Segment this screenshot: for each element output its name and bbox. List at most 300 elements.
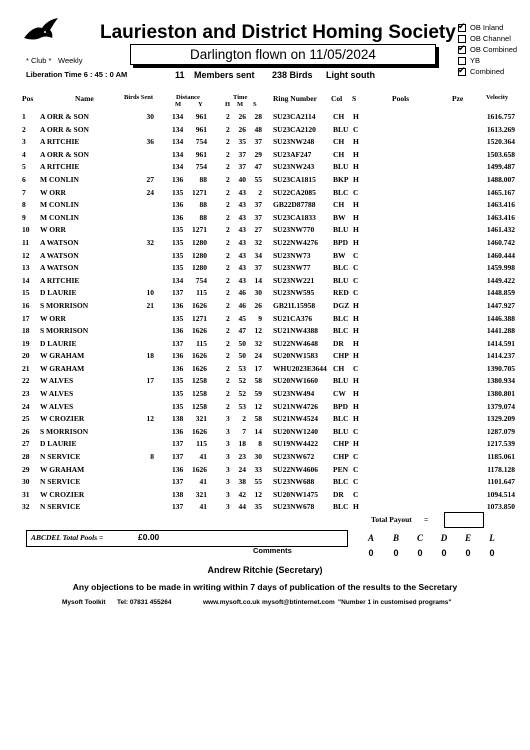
row-sex: C xyxy=(353,477,359,487)
row-time-h: 3 xyxy=(226,426,230,436)
row-sex: H xyxy=(353,300,359,310)
col-velocity: Velocity xyxy=(486,94,509,101)
pool-value: 0 xyxy=(393,548,399,558)
row-colour: CH xyxy=(333,200,345,210)
pool-letter: B xyxy=(392,533,399,543)
checkbox-icon[interactable] xyxy=(458,24,466,32)
row-pos: 20 xyxy=(22,351,30,361)
total-payout-equals: = xyxy=(424,515,429,524)
row-time-m: 37 xyxy=(238,149,246,159)
row-time-h: 2 xyxy=(226,326,230,336)
row-sex: C xyxy=(353,263,359,273)
total-payout-field xyxy=(444,512,484,528)
pool-letter: E xyxy=(464,533,471,543)
row-ring-number: SU23NW77 xyxy=(273,263,311,273)
club-label: * Club * xyxy=(26,56,52,65)
table-row xyxy=(0,314,530,327)
row-time-h: 2 xyxy=(226,137,230,147)
row-velocity: 1499.487 xyxy=(486,162,515,172)
row-time-m: 52 xyxy=(238,376,246,386)
table-row xyxy=(0,414,530,427)
row-time-s: 33 xyxy=(254,464,262,474)
footer-email[interactable]: mysoft@btinternet.com xyxy=(262,599,335,606)
row-distance-y: 41 xyxy=(199,477,207,487)
row-velocity: 1520.364 xyxy=(486,137,515,147)
row-time-m: 43 xyxy=(238,250,246,260)
row-velocity: 1461.432 xyxy=(486,225,515,235)
row-distance-y: 1258 xyxy=(192,401,207,411)
row-sex: H xyxy=(353,174,359,184)
col-time: Time xyxy=(233,94,248,101)
row-time-s: 29 xyxy=(254,149,262,159)
row-time-s: 58 xyxy=(254,376,262,386)
row-ring-number: SU23NW678 xyxy=(273,502,315,512)
row-time-s: 14 xyxy=(254,426,262,436)
row-time-h: 3 xyxy=(226,489,230,499)
row-sex: H xyxy=(353,414,359,424)
table-row xyxy=(0,188,530,201)
row-birds-sent: 8 xyxy=(150,452,154,462)
row-pos: 17 xyxy=(22,313,30,323)
col-time-m: M xyxy=(237,101,244,108)
table-row xyxy=(0,238,530,251)
row-ring-number: SU20NW1660 xyxy=(273,376,319,386)
row-colour: CHP xyxy=(333,452,349,462)
footer-web[interactable]: www.mysoft.co.uk xyxy=(203,599,260,606)
row-time-m: 43 xyxy=(238,237,246,247)
row-time-m: 26 xyxy=(238,124,246,134)
row-name: S MORRISON xyxy=(40,300,89,310)
row-name: W CROZIER xyxy=(40,414,85,424)
row-distance-y: 1280 xyxy=(192,263,207,273)
row-colour: BKP xyxy=(333,174,349,184)
row-colour: BW xyxy=(333,212,346,222)
row-time-s: 47 xyxy=(254,162,262,172)
total-payout-label: Total Payout xyxy=(371,515,412,524)
row-ring-number: SU20NW1475 xyxy=(273,489,319,499)
row-pos: 26 xyxy=(22,426,30,436)
row-sex: C xyxy=(353,275,359,285)
pool-letter: C xyxy=(416,533,423,543)
row-distance-m: 137 xyxy=(172,439,184,449)
table-row xyxy=(0,402,530,415)
row-time-m: 50 xyxy=(238,351,246,361)
row-velocity: 1379.074 xyxy=(486,401,515,411)
row-distance-y: 41 xyxy=(199,502,207,512)
pool-value: 0 xyxy=(368,548,374,558)
table-row xyxy=(0,112,530,125)
row-birds-sent: 18 xyxy=(146,351,154,361)
row-sex: C xyxy=(353,250,359,260)
row-time-h: 2 xyxy=(226,313,230,323)
row-sex: H xyxy=(353,326,359,336)
row-ring-number: GB22D87788 xyxy=(273,200,316,210)
row-birds-sent: 27 xyxy=(146,174,154,184)
row-velocity: 1448.859 xyxy=(486,288,515,298)
row-distance-y: 1271 xyxy=(192,187,207,197)
row-ring-number: SU23NW595 xyxy=(273,288,315,298)
row-colour: CH xyxy=(333,363,345,373)
row-time-h: 2 xyxy=(226,200,230,210)
row-velocity: 1441.288 xyxy=(486,326,515,336)
table-row xyxy=(0,376,530,389)
row-time-m: 37 xyxy=(238,162,246,172)
row-time-m: 52 xyxy=(238,389,246,399)
row-time-h: 2 xyxy=(226,376,230,386)
row-birds-sent: 30 xyxy=(146,112,154,121)
row-distance-m: 137 xyxy=(172,477,184,487)
row-distance-m: 134 xyxy=(172,275,184,285)
row-time-m: 53 xyxy=(238,363,246,373)
row-distance-y: 1271 xyxy=(192,313,207,323)
row-name: N SERVICE xyxy=(40,502,81,512)
table-row xyxy=(0,465,530,478)
row-ring-number: SU21NW4388 xyxy=(273,326,319,336)
row-time-m: 2 xyxy=(242,414,246,424)
row-distance-y: 1271 xyxy=(192,225,207,235)
row-velocity: 1460.742 xyxy=(486,237,515,247)
table-row xyxy=(0,427,530,440)
row-time-m: 50 xyxy=(238,338,246,348)
row-name: W ALVES xyxy=(40,389,74,399)
row-distance-y: 1626 xyxy=(192,326,207,336)
row-velocity: 1414.591 xyxy=(486,338,515,348)
row-ring-number: SU19NW4422 xyxy=(273,439,319,449)
row-time-h: 3 xyxy=(226,414,230,424)
row-name: D LAURIE xyxy=(40,288,77,298)
row-time-m: 45 xyxy=(238,313,246,323)
row-name: D LAURIE xyxy=(40,338,77,348)
row-colour: BLU xyxy=(333,275,349,285)
row-distance-y: 754 xyxy=(195,162,207,172)
row-pos: 1 xyxy=(22,112,26,121)
row-distance-y: 1258 xyxy=(192,389,207,399)
row-ring-number: SU20NW1240 xyxy=(273,426,319,436)
row-pos: 12 xyxy=(22,250,30,260)
col-name: Name xyxy=(75,94,94,103)
row-time-h: 2 xyxy=(226,174,230,184)
row-pos: 18 xyxy=(22,326,30,336)
row-name: A ORR & SON xyxy=(40,112,89,121)
row-name: W ORR xyxy=(40,187,66,197)
row-distance-m: 134 xyxy=(172,112,184,121)
row-sex: H xyxy=(353,200,359,210)
row-distance-m: 135 xyxy=(172,250,184,260)
row-ring-number: SU23NW494 xyxy=(273,389,315,399)
row-time-m: 7 xyxy=(242,426,246,436)
row-time-s: 55 xyxy=(254,477,262,487)
row-sex: H xyxy=(353,237,359,247)
row-distance-y: 41 xyxy=(199,452,207,462)
row-pos: 2 xyxy=(22,124,26,134)
row-colour: CH xyxy=(333,112,345,121)
row-distance-y: 321 xyxy=(195,489,207,499)
row-name: S MORRISON xyxy=(40,326,89,336)
table-row xyxy=(0,326,530,339)
row-time-s: 26 xyxy=(254,300,262,310)
row-time-s: 37 xyxy=(254,263,262,273)
row-name: W ALVES xyxy=(40,376,74,386)
row-time-h: 2 xyxy=(226,149,230,159)
row-distance-y: 1258 xyxy=(192,376,207,386)
row-velocity: 1465.167 xyxy=(486,187,515,197)
row-velocity: 1463.416 xyxy=(486,200,515,210)
row-distance-y: 88 xyxy=(199,200,207,210)
table-row xyxy=(0,439,530,452)
row-name: W GRAHAM xyxy=(40,464,85,474)
row-name: D LAURIE xyxy=(40,439,77,449)
table-row xyxy=(0,452,530,465)
row-distance-m: 136 xyxy=(172,300,184,310)
row-sex: H xyxy=(353,439,359,449)
row-ring-number: SU23NW688 xyxy=(273,477,315,487)
row-ring-number: SU23NW73 xyxy=(273,250,311,260)
row-colour: BLU xyxy=(333,376,349,386)
row-velocity: 1390.705 xyxy=(486,363,515,373)
option-ob-channel[interactable]: OB Channel xyxy=(458,33,517,44)
col-distance: Distance xyxy=(176,94,200,101)
row-sex: H xyxy=(353,351,359,361)
row-time-s: 2 xyxy=(258,187,262,197)
row-name: W GRAHAM xyxy=(40,351,85,361)
table-row xyxy=(0,200,530,213)
row-name: W ORR xyxy=(40,313,66,323)
row-name: M CONLIN xyxy=(40,212,79,222)
row-ring-number: SU21NW4726 xyxy=(273,401,319,411)
row-colour: BLU xyxy=(333,225,349,235)
race-title: Darlington flown on 11/05/2024 xyxy=(190,47,376,62)
birds-count: 238 Birds xyxy=(272,70,313,80)
row-distance-m: 137 xyxy=(172,452,184,462)
option-ob-inland[interactable]: ✔ OB Inland xyxy=(458,22,517,33)
row-pos: 11 xyxy=(22,237,30,247)
row-distance-m: 136 xyxy=(172,174,184,184)
row-ring-number: SU23CA1815 xyxy=(273,174,316,184)
row-pos: 28 xyxy=(22,452,30,462)
row-time-s: 27 xyxy=(254,225,262,235)
col-time-h: H xyxy=(225,101,231,108)
row-pos: 9 xyxy=(22,212,26,222)
row-birds-sent: 17 xyxy=(146,376,154,386)
pool-value: 0 xyxy=(489,548,495,558)
footer-tel: Tel: 07831 455264 xyxy=(117,599,172,606)
row-pos: 10 xyxy=(22,225,30,235)
row-ring-number: SU23CA2120 xyxy=(273,124,316,134)
pool-value: 0 xyxy=(417,548,423,558)
row-name: N SERVICE xyxy=(40,452,81,462)
row-time-s: 30 xyxy=(254,452,262,462)
row-name: W CROZIER xyxy=(40,489,85,499)
secretary-name: Andrew Ritchie (Secretary) xyxy=(207,565,323,575)
row-ring-number: SU23CA2114 xyxy=(273,112,316,121)
row-sex: H xyxy=(353,162,359,172)
row-time-h: 3 xyxy=(226,502,230,512)
row-distance-m: 138 xyxy=(172,489,184,499)
option-combined[interactable]: ✔ Combined xyxy=(458,66,517,77)
row-ring-number: SU23NW672 xyxy=(273,452,315,462)
row-sex: C xyxy=(353,288,359,298)
row-time-h: 2 xyxy=(226,124,230,134)
row-distance-m: 135 xyxy=(172,313,184,323)
row-time-h: 2 xyxy=(226,351,230,361)
row-sex: H xyxy=(353,212,359,222)
row-sex: H xyxy=(353,112,359,121)
row-time-h: 2 xyxy=(226,162,230,172)
option-ob-combined[interactable]: ✔ OB Combined xyxy=(458,44,517,55)
row-pos: 15 xyxy=(22,288,30,298)
table-row xyxy=(0,150,530,163)
row-time-h: 2 xyxy=(226,401,230,411)
table-row xyxy=(0,339,530,352)
members-count: 11 xyxy=(175,70,185,80)
row-distance-m: 134 xyxy=(172,149,184,159)
pools-total-value: £0.00 xyxy=(138,532,160,542)
row-time-m: 43 xyxy=(238,200,246,210)
row-distance-m: 134 xyxy=(172,162,184,172)
table-row xyxy=(0,225,530,238)
row-colour: BLC xyxy=(333,263,349,273)
row-velocity: 1329.209 xyxy=(486,414,515,424)
row-distance-m: 135 xyxy=(172,187,184,197)
row-time-m: 42 xyxy=(238,489,246,499)
pigeon-logo-icon xyxy=(22,16,60,46)
col-prize: Pze xyxy=(452,94,464,103)
table-row xyxy=(0,137,530,150)
row-sex: C xyxy=(353,187,359,197)
row-distance-y: 1626 xyxy=(192,426,207,436)
pool-letter: A xyxy=(367,533,374,543)
row-time-m: 46 xyxy=(238,288,246,298)
table-row xyxy=(0,276,530,289)
row-velocity: 1414.237 xyxy=(486,351,515,361)
row-distance-y: 88 xyxy=(199,174,207,184)
row-ring-number: SU21NW4524 xyxy=(273,414,319,424)
row-distance-y: 321 xyxy=(195,414,207,424)
race-title-box xyxy=(130,44,436,65)
checkbox-icon[interactable] xyxy=(458,57,466,65)
row-distance-y: 754 xyxy=(195,275,207,285)
row-distance-y: 115 xyxy=(196,288,207,298)
row-time-h: 3 xyxy=(226,452,230,462)
page-title: Laurieston and District Homing Society xyxy=(100,22,456,43)
row-name: W ALVES xyxy=(40,401,74,411)
objections-notice: Any objections to be made in writing within 7 days of publication of the results to the Secretary xyxy=(72,582,458,592)
row-time-m: 23 xyxy=(238,452,246,462)
row-name: N SERVICE xyxy=(40,477,81,487)
row-time-s: 32 xyxy=(254,237,262,247)
row-ring-number: GB21L15958 xyxy=(273,300,316,310)
row-ring-number: SU23NW248 xyxy=(273,137,315,147)
row-ring-number: SU23NW770 xyxy=(273,225,315,235)
row-colour: BW xyxy=(333,250,346,260)
row-time-s: 12 xyxy=(254,489,262,499)
row-time-s: 8 xyxy=(258,439,262,449)
row-time-m: 26 xyxy=(238,112,246,121)
checkbox-icon[interactable] xyxy=(458,46,466,54)
comments-label: Comments xyxy=(253,546,292,555)
row-colour: DR xyxy=(333,489,344,499)
row-distance-m: 136 xyxy=(172,200,184,210)
row-time-s: 17 xyxy=(254,363,262,373)
row-distance-y: 1626 xyxy=(192,351,207,361)
row-colour: BLC xyxy=(333,313,349,323)
row-pos: 13 xyxy=(22,263,30,273)
row-name: A WATSON xyxy=(40,263,79,273)
table-row xyxy=(0,351,530,364)
row-time-m: 46 xyxy=(238,300,246,310)
row-distance-y: 115 xyxy=(196,338,207,348)
option-yb[interactable]: YB xyxy=(458,55,517,66)
row-pos: 19 xyxy=(22,338,30,348)
row-name: A ORR & SON xyxy=(40,149,89,159)
row-distance-m: 136 xyxy=(172,426,184,436)
row-ring-number: SU23NW221 xyxy=(273,275,315,285)
row-time-h: 2 xyxy=(226,275,230,285)
row-name: M CONLIN xyxy=(40,174,79,184)
row-ring-number: SU23CA1833 xyxy=(273,212,316,222)
row-time-m: 43 xyxy=(238,225,246,235)
row-time-m: 24 xyxy=(238,464,246,474)
row-time-h: 2 xyxy=(226,250,230,260)
checkbox-icon[interactable] xyxy=(458,35,466,43)
pool-letter: L xyxy=(489,533,495,543)
col-pos: Pos xyxy=(22,94,34,103)
row-sex: C xyxy=(353,363,359,373)
row-time-s: 58 xyxy=(254,414,262,424)
row-time-h: 2 xyxy=(226,237,230,247)
row-name: A WATSON xyxy=(40,250,79,260)
row-time-s: 24 xyxy=(254,351,262,361)
row-time-h: 2 xyxy=(226,363,230,373)
row-colour: BLU xyxy=(333,124,349,134)
row-name: S MORRISON xyxy=(40,426,89,436)
row-pos: 22 xyxy=(22,376,30,386)
row-time-m: 18 xyxy=(238,439,246,449)
col-ring-number: Ring Number xyxy=(273,94,317,103)
row-sex: H xyxy=(353,225,359,235)
row-time-s: 34 xyxy=(254,250,262,260)
row-distance-y: 961 xyxy=(195,149,207,159)
wind-label: Light south xyxy=(326,70,375,80)
row-time-h: 2 xyxy=(226,300,230,310)
row-distance-m: 137 xyxy=(172,338,184,348)
row-distance-y: 88 xyxy=(199,212,207,222)
row-velocity: 1185.061 xyxy=(487,452,515,462)
row-pos: 32 xyxy=(22,502,30,512)
row-pos: 31 xyxy=(22,489,30,499)
table-row xyxy=(0,251,530,264)
row-colour: BLC xyxy=(333,502,349,512)
footer-toolkit: Mysoft Toolkit xyxy=(62,599,106,606)
table-row xyxy=(0,125,530,138)
row-birds-sent: 24 xyxy=(146,187,154,197)
row-sex: H xyxy=(353,313,359,323)
row-time-h: 2 xyxy=(226,187,230,197)
row-time-s: 28 xyxy=(254,112,262,121)
row-velocity: 1447.927 xyxy=(486,300,515,310)
row-pos: 7 xyxy=(22,187,26,197)
row-time-s: 32 xyxy=(254,338,262,348)
row-time-s: 55 xyxy=(254,174,262,184)
row-name: W GRAHAM xyxy=(40,363,85,373)
checkbox-icon[interactable] xyxy=(458,68,466,76)
row-distance-m: 135 xyxy=(172,225,184,235)
row-time-h: 2 xyxy=(226,263,230,273)
row-name: W ORR xyxy=(40,225,66,235)
row-distance-m: 135 xyxy=(172,401,184,411)
row-pos: 24 xyxy=(22,401,30,411)
col-distance-y: Y xyxy=(198,101,203,108)
